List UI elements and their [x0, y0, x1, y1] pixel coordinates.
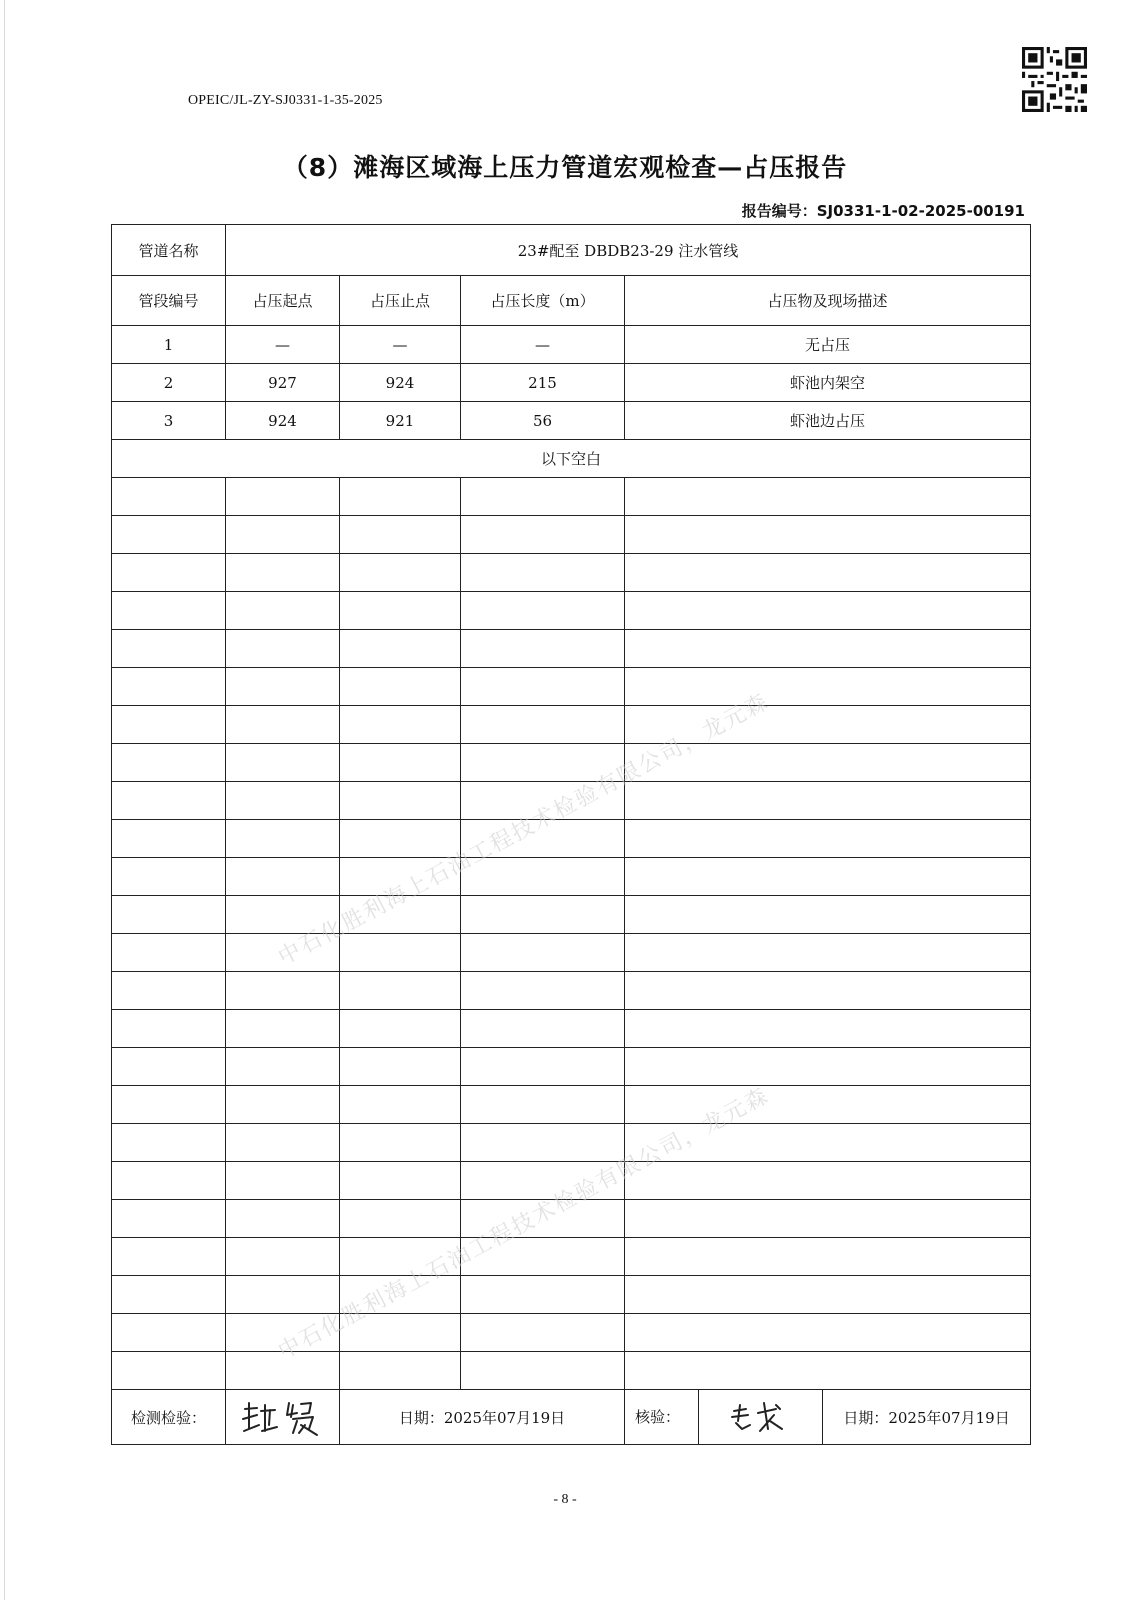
blank-cell: [226, 1314, 340, 1352]
blank-cell: [112, 1352, 226, 1390]
reviewer-date: 日期：2025年07月19日: [823, 1390, 1031, 1445]
reviewer-cell: [625, 1390, 823, 1445]
blank-cell: [226, 1200, 340, 1238]
blank-cell: [461, 592, 625, 630]
reviewer-label: 核验：: [625, 1390, 699, 1444]
blank-cell: [625, 1352, 1031, 1390]
blank-cell: [112, 1276, 226, 1314]
table-row: [112, 364, 1031, 402]
blank-row: [112, 478, 1031, 516]
blank-cell: [625, 782, 1031, 820]
blank-cell: [340, 744, 461, 782]
blank-row: [112, 896, 1031, 934]
blank-cell: [226, 858, 340, 896]
blank-cell: [226, 972, 340, 1010]
blank-cell: [625, 1200, 1031, 1238]
end-cell: 924: [340, 364, 461, 402]
blank-cell: [625, 592, 1031, 630]
blank-cell: [340, 668, 461, 706]
blank-cell: [112, 668, 226, 706]
description-cell: 虾池内架空: [625, 364, 1031, 402]
blank-cell: [461, 516, 625, 554]
blank-cell: [112, 972, 226, 1010]
blank-cell: [340, 630, 461, 668]
blank-cell: [112, 1124, 226, 1162]
blank-cell: [112, 744, 226, 782]
blank-cell: [226, 516, 340, 554]
description-cell: 虾池边占压: [625, 402, 1031, 440]
blank-cell: [461, 744, 625, 782]
blank-row: [112, 1276, 1031, 1314]
blank-cell: [340, 1276, 461, 1314]
qr-code-icon: [1022, 47, 1087, 112]
blank-cell: [461, 1352, 625, 1390]
blank-cell: [625, 554, 1031, 592]
blank-cell: [112, 1238, 226, 1276]
blank-row: [112, 1238, 1031, 1276]
blank-cell: [461, 934, 625, 972]
blank-cell: [625, 1238, 1031, 1276]
blank-cell: [461, 1048, 625, 1086]
blank-cell: [340, 1086, 461, 1124]
segment-cell: 2: [112, 364, 226, 402]
blank-cell: [461, 820, 625, 858]
blank-cell: [340, 820, 461, 858]
blank-cell: [340, 554, 461, 592]
column-header-length: 占压长度（m）: [461, 276, 625, 326]
blank-cell: [461, 1276, 625, 1314]
blank-cell: [461, 782, 625, 820]
inspector-label: 检测检验：: [112, 1390, 226, 1445]
blank-cell: [461, 1238, 625, 1276]
blank-cell: [226, 1124, 340, 1162]
blank-row: [112, 1352, 1031, 1390]
blank-cell: [226, 1238, 340, 1276]
blank-row: [112, 516, 1031, 554]
inspection-table: [111, 224, 1031, 1445]
length-cell: —: [461, 326, 625, 364]
page-edge: [4, 0, 5, 1600]
description-cell: 无占压: [625, 326, 1031, 364]
length-cell: 56: [461, 402, 625, 440]
blank-row: [112, 554, 1031, 592]
segment-cell: 1: [112, 326, 226, 364]
blank-cell: [625, 1314, 1031, 1352]
blank-cell: [340, 934, 461, 972]
column-header-description: 占压物及现场描述: [625, 276, 1031, 326]
column-header-start: 占压起点: [226, 276, 340, 326]
blank-cell: [625, 820, 1031, 858]
blank-cell: [461, 1010, 625, 1048]
blank-cell: [340, 592, 461, 630]
blank-cell: [112, 706, 226, 744]
end-cell: —: [340, 326, 461, 364]
blank-cell: [340, 1162, 461, 1200]
blank-row: [112, 972, 1031, 1010]
blank-row: [112, 630, 1031, 668]
blank-cell: [112, 1200, 226, 1238]
blank-cell: [461, 706, 625, 744]
column-header-end: 占压止点: [340, 276, 461, 326]
blank-cell: [625, 1124, 1031, 1162]
blank-cell: [340, 1200, 461, 1238]
blank-cell: [112, 630, 226, 668]
blank-cell: [461, 1200, 625, 1238]
blank-cell: [625, 1010, 1031, 1048]
blank-cell: [340, 1314, 461, 1352]
blank-cell: [461, 630, 625, 668]
blank-cell: [625, 858, 1031, 896]
segment-cell: 3: [112, 402, 226, 440]
blank-cell: [112, 592, 226, 630]
blank-cell: [226, 1086, 340, 1124]
blank-cell: [625, 668, 1031, 706]
blank-row: [112, 820, 1031, 858]
blank-cell: [461, 858, 625, 896]
blank-cell: [226, 896, 340, 934]
blank-cell: [226, 1048, 340, 1086]
start-cell: —: [226, 326, 340, 364]
blank-cell: [226, 1162, 340, 1200]
blank-cell: [340, 972, 461, 1010]
table-row: [112, 402, 1031, 440]
watermark-text: 中石化胜利海上石油工程技术检验有限公司，龙元森: [274, 689, 774, 971]
blank-cell: [625, 516, 1031, 554]
blank-cell: [461, 1086, 625, 1124]
blank-cell: [226, 820, 340, 858]
blank-row: [112, 1200, 1031, 1238]
blank-cell: [226, 592, 340, 630]
pipeline-name-value: 23#配至 DBDB23-29 注水管线: [226, 225, 1031, 276]
blank-cell: [226, 744, 340, 782]
blank-cell: [625, 934, 1031, 972]
blank-cell: [461, 668, 625, 706]
blank-cell: [625, 744, 1031, 782]
blank-cell: [461, 478, 625, 516]
blank-cell: [226, 668, 340, 706]
blank-cell: [340, 782, 461, 820]
blank-cell: [112, 934, 226, 972]
blank-cell: [112, 896, 226, 934]
blank-cell: [112, 1010, 226, 1048]
blank-cell: [226, 706, 340, 744]
blank-cell: [226, 1352, 340, 1390]
blank-cell: [461, 1162, 625, 1200]
blank-cell: [112, 858, 226, 896]
blank-cell: [461, 554, 625, 592]
blank-row: [112, 592, 1031, 630]
blank-row: [112, 1086, 1031, 1124]
blank-cell: [340, 1238, 461, 1276]
blank-cell: [625, 1086, 1031, 1124]
blank-cell: [112, 1314, 226, 1352]
blank-cell: [461, 1314, 625, 1352]
blank-cell: [112, 516, 226, 554]
blank-cell: [461, 972, 625, 1010]
blank-cell: [112, 820, 226, 858]
blank-cell: [340, 896, 461, 934]
inspector-date: 日期：2025年07月19日: [340, 1390, 625, 1445]
blank-row: [112, 668, 1031, 706]
end-marker-row: [112, 440, 1031, 478]
blank-cell: [340, 706, 461, 744]
document-code: OPEIC/JL-ZY-SJ0331-1-35-2025: [188, 93, 383, 108]
blank-row: [112, 706, 1031, 744]
blank-row: [112, 1010, 1031, 1048]
blank-cell: [625, 630, 1031, 668]
blank-row: [112, 1162, 1031, 1200]
column-header-segment: 管段编号: [112, 276, 226, 326]
blank-cell: [625, 478, 1031, 516]
signoff-row: [112, 1390, 1031, 1445]
blank-cell: [340, 516, 461, 554]
blank-cell: [625, 1048, 1031, 1086]
blank-cell: [112, 1048, 226, 1086]
blank-cell: [112, 782, 226, 820]
table-row: [112, 326, 1031, 364]
blank-cell: [340, 1124, 461, 1162]
pipeline-name-label: 管道名称: [112, 225, 226, 276]
blank-cell: [625, 706, 1031, 744]
end-marker: 以下空白: [112, 440, 1031, 478]
blank-row: [112, 782, 1031, 820]
blank-cell: [226, 1276, 340, 1314]
blank-cell: [625, 1276, 1031, 1314]
blank-cell: [112, 1162, 226, 1200]
start-cell: 924: [226, 402, 340, 440]
report-number: 报告编号：SJ0331-1-02-2025-00191: [741, 202, 1025, 220]
watermark-text: 中石化胜利海上石油工程技术检验有限公司，龙元森: [274, 1083, 774, 1365]
length-cell: 215: [461, 364, 625, 402]
column-header-row: [112, 276, 1031, 326]
blank-row: [112, 1314, 1031, 1352]
blank-cell: [226, 1010, 340, 1048]
end-cell: 921: [340, 402, 461, 440]
blank-cell: [112, 554, 226, 592]
blank-cell: [340, 1352, 461, 1390]
reviewer-signature-image: [716, 1395, 806, 1439]
blank-cell: [112, 478, 226, 516]
blank-row: [112, 1048, 1031, 1086]
blank-row: [112, 858, 1031, 896]
start-cell: 927: [226, 364, 340, 402]
blank-cell: [226, 934, 340, 972]
blank-cell: [112, 1086, 226, 1124]
blank-cell: [461, 1124, 625, 1162]
blank-cell: [226, 782, 340, 820]
blank-cell: [340, 478, 461, 516]
inspector-signature: [226, 1390, 340, 1445]
page-number: - 8 -: [553, 1492, 577, 1507]
blank-row: [112, 744, 1031, 782]
reviewer-signature: [699, 1395, 822, 1439]
inspector-signature-image: [235, 1395, 331, 1439]
blank-cell: [461, 896, 625, 934]
blank-cell: [340, 1048, 461, 1086]
blank-cell: [340, 1010, 461, 1048]
blank-cell: [625, 896, 1031, 934]
pipeline-name-row: [112, 225, 1031, 276]
blank-cell: [226, 478, 340, 516]
blank-row: [112, 1124, 1031, 1162]
blank-cell: [226, 630, 340, 668]
blank-cell: [625, 972, 1031, 1010]
blank-row: [112, 934, 1031, 972]
blank-cell: [226, 554, 340, 592]
blank-cell: [340, 858, 461, 896]
blank-cell: [625, 1162, 1031, 1200]
report-title: （8）滩海区域海上压力管道宏观检查—占压报告: [282, 153, 848, 182]
